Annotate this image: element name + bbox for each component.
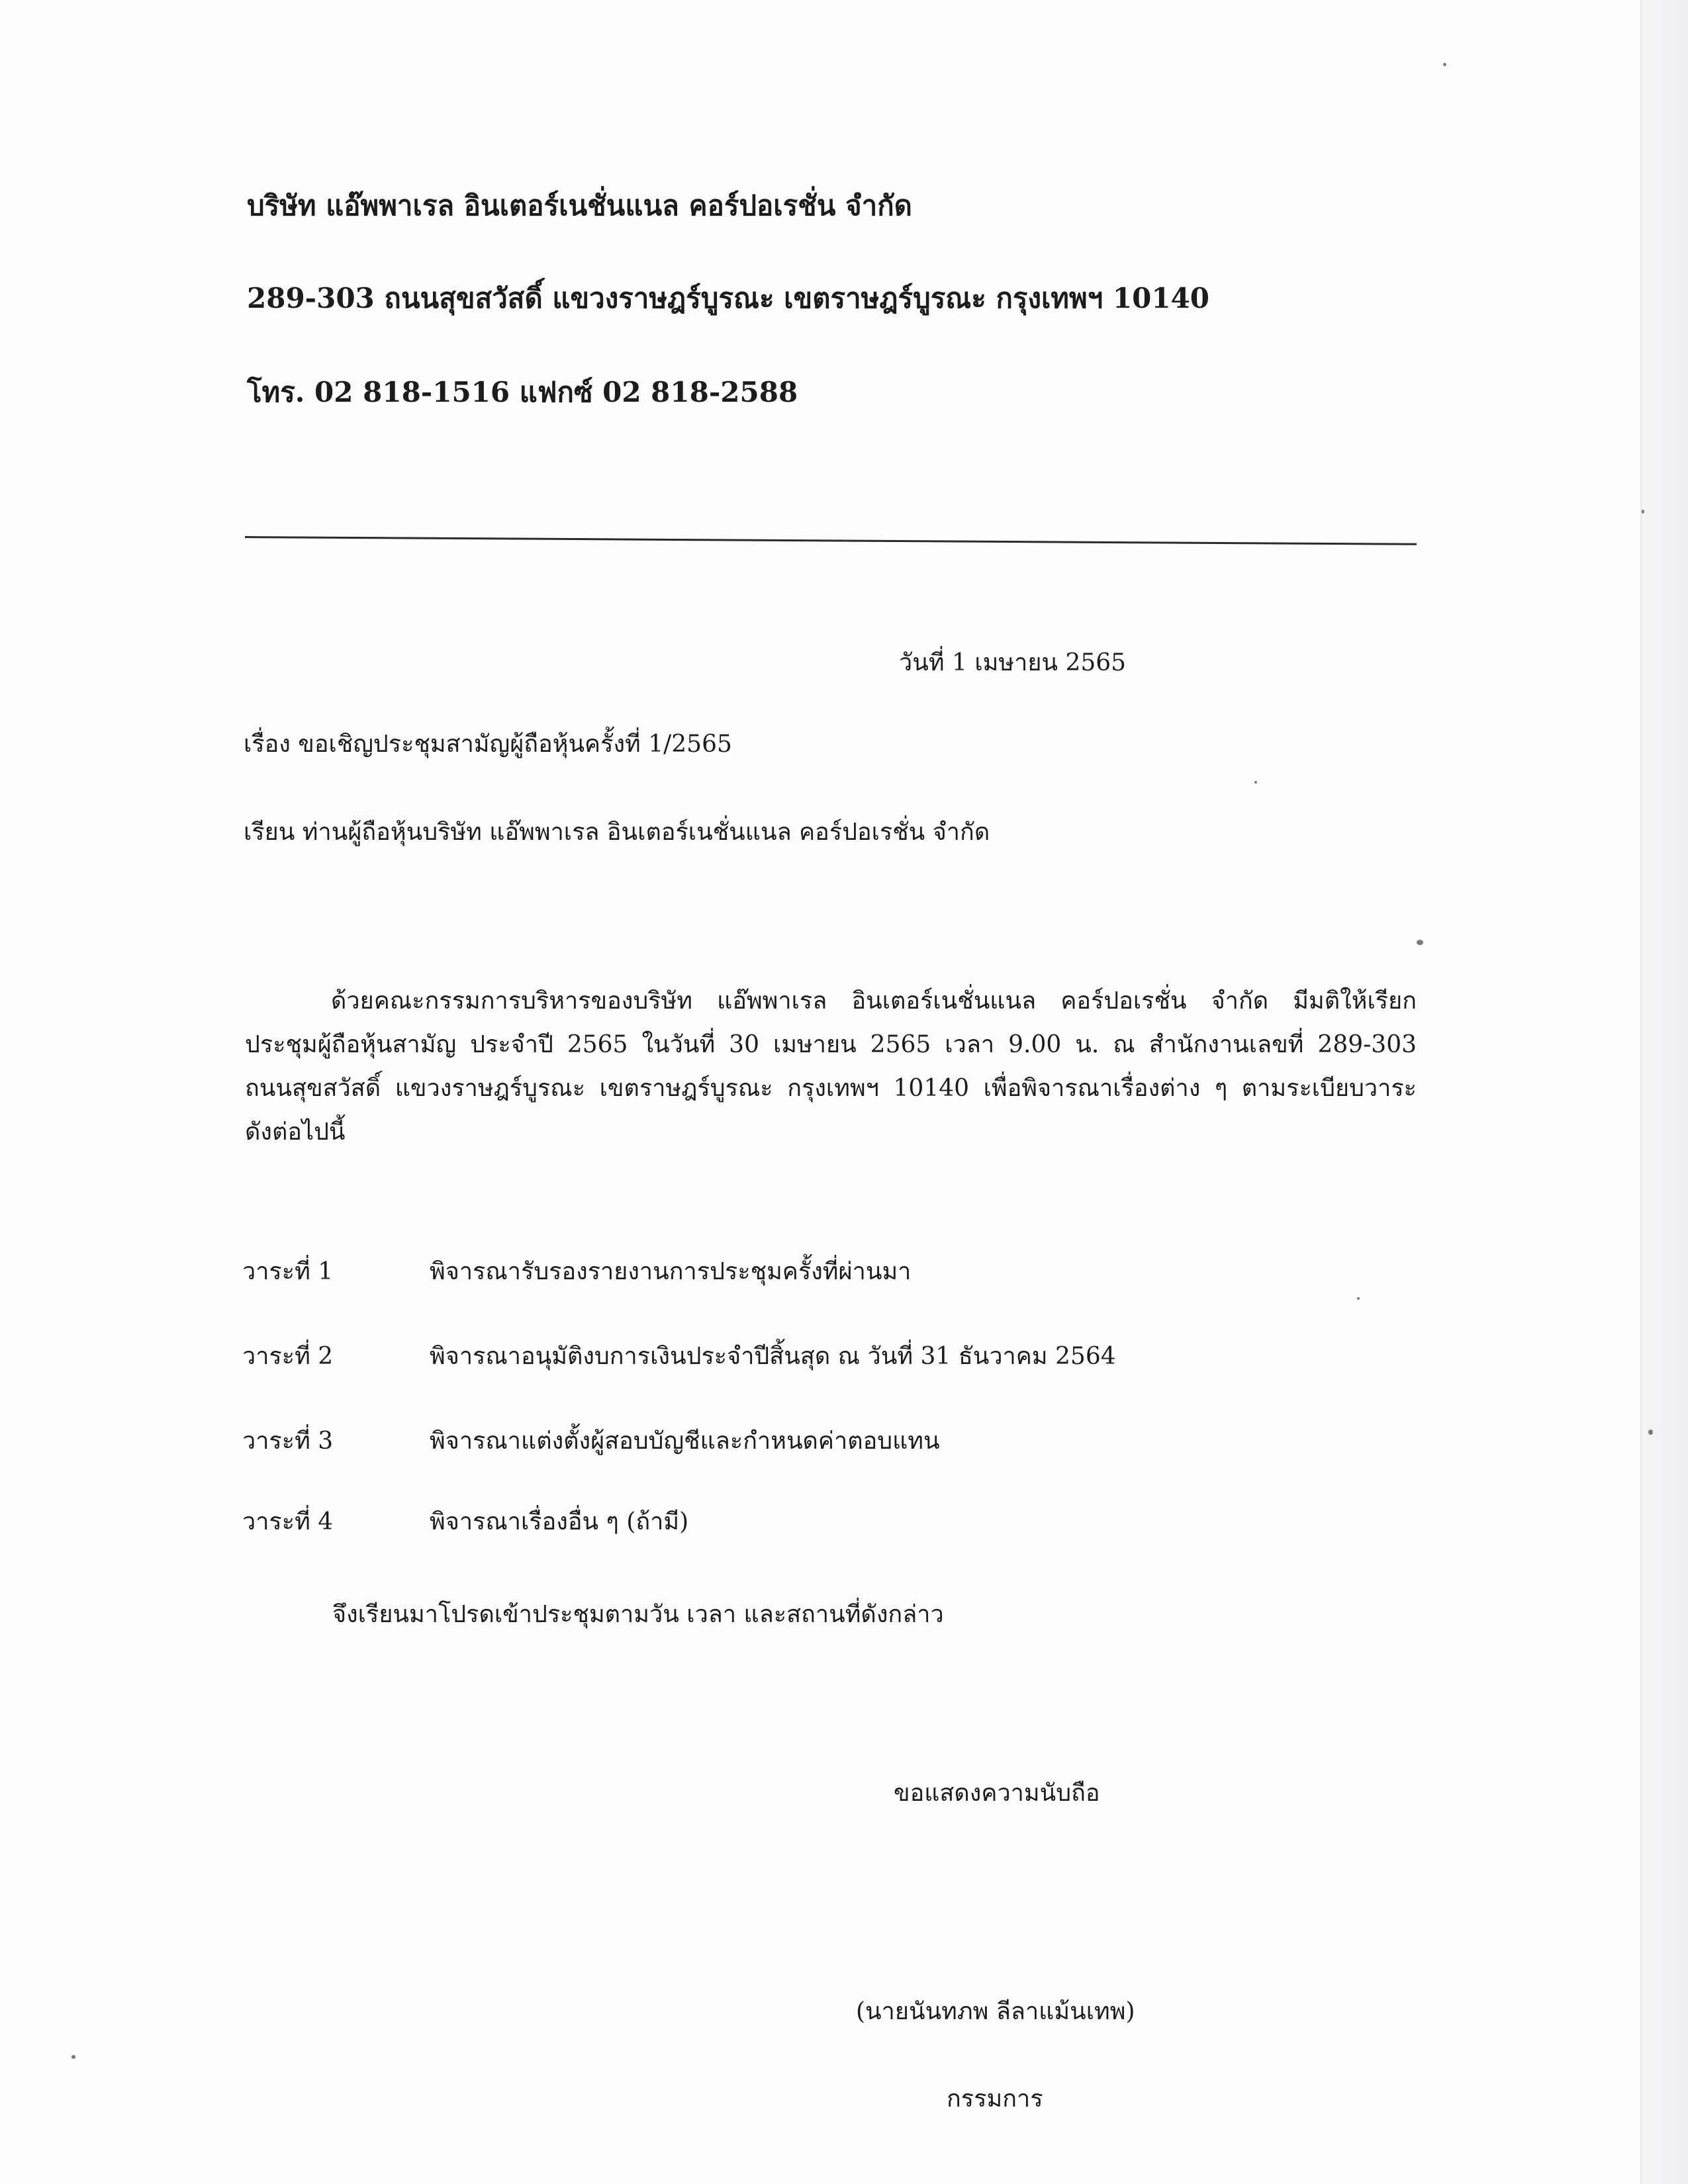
letter-body (245, 979, 1417, 1154)
agenda-item (242, 1337, 1116, 1375)
agenda-text: พิจารณาอนุมัติงบการเงินประจำปีสิ้นสุด ณ วันที่ 31 ธันวาคม 2564 (430, 1343, 1116, 1370)
body-line: ดังต่อไปนี้ (245, 1118, 346, 1146)
closing-invitation: จึงเรียนมาโปรดเข้าประชุมตามวัน เวลา และสถานที่ดังกล่าว (332, 1601, 944, 1628)
body-line: ประชุมผู้ถือหุ้นสามัญ ประจำปี 2565 ในวันที่ 30 เมษายน 2565 เวลา 9.00 น. ณ สำนักงานเลขที่ 289-303 (245, 1031, 1417, 1058)
letter-subject: เรื่อง ขอเชิญประชุมสามัญผู้ถือหุ้นครั้งที่ 1/2565 (244, 731, 732, 758)
agenda-text: พิจารณารับรองรายงานการประชุมครั้งที่ผ่านมา (430, 1258, 912, 1285)
scan-speck (1417, 940, 1423, 945)
closing-regards: ขอแสดงความนับถือ (894, 1780, 1100, 1807)
scan-speck (1642, 510, 1644, 514)
letter-date: วันที่ 1 เมษายน 2565 (899, 649, 1127, 676)
agenda-item (242, 1422, 940, 1459)
scan-speck (1648, 1430, 1653, 1435)
agenda-item (242, 1502, 688, 1540)
company-name: บริษัท แอ๊พพาเรล อินเตอร์เนชั่นแนล คอร์ปอเรชั่น จำกัด (247, 189, 912, 222)
agenda-number: วาระที่ 3 (242, 1428, 334, 1455)
agenda-item (242, 1252, 911, 1290)
agenda-text: พิจารณาเรื่องอื่น ๆ (ถ้ามี) (430, 1508, 689, 1535)
agenda-number: วาระที่ 1 (242, 1258, 334, 1285)
body-line: ถนนสุขสวัสดิ์ แขวงราษฎร์บูรณะ เขตราษฎร์บูรณะ กรุงเทพฯ 10140 เพื่อพิจารณาเรื่องต่าง ๆ ตามระเบียบวาระ (245, 1075, 1417, 1102)
signer-title: กรรมการ (947, 2085, 1043, 2113)
header-divider (245, 536, 1417, 545)
signer-name: (นายนันทภพ ลีลาแม้นเทพ) (856, 1998, 1135, 2025)
scan-edge (1640, 0, 1688, 2184)
letter-recipient: เรียน ท่านผู้ถือหุ้นบริษัท แอ๊พพาเรล อินเตอร์เนชั่นแนล คอร์ปอเรชั่น จำกัด (244, 819, 990, 846)
scan-speck (71, 2055, 75, 2059)
body-line: ด้วยคณะกรรมการบริหารของบริษัท แอ๊พพาเรล อินเตอร์เนชั่นแนล คอร์ปอเรชั่น จำกัด มีมติให้เรียก (331, 987, 1417, 1015)
agenda-number: วาระที่ 2 (242, 1343, 334, 1370)
scan-speck (1254, 781, 1257, 784)
company-address: 289-303 ถนนสุขสวัสดิ์ แขวงราษฎร์บูรณะ เขตราษฎร์บูรณะ กรุงเทพฯ 10140 (247, 282, 1210, 314)
scan-speck (1443, 63, 1446, 66)
company-contact: โทร. 02 818-1516 แฟกซ์ 02 818-2588 (247, 376, 798, 408)
agenda-number: วาระที่ 4 (242, 1508, 334, 1535)
agenda-text: พิจารณาแต่งตั้งผู้สอบบัญชีและกำหนดค่าตอบแทน (430, 1428, 940, 1455)
scan-speck (1357, 1297, 1360, 1300)
